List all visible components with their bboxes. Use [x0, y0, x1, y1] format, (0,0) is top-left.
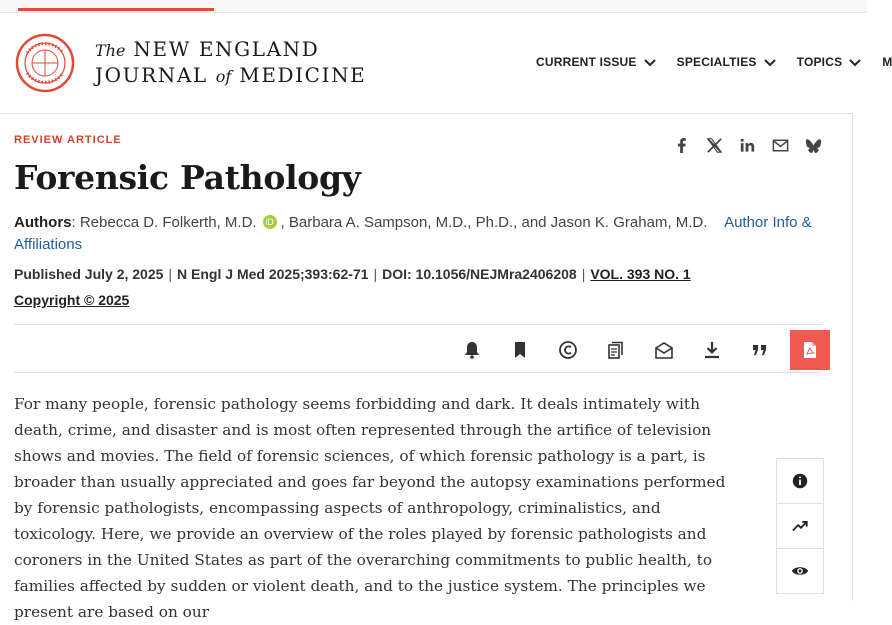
nav-label: TOPICS	[796, 55, 843, 69]
alert-button[interactable]	[448, 330, 496, 370]
other-authors[interactable]: , Barbara A. Sampson, M.D., Ph.D., and Jason K. Graham, M.D.	[280, 214, 708, 231]
copyright-link[interactable]: Copyright © 2025	[14, 292, 130, 308]
article-body-paragraph: For many people, forensic pathology seems forbidding and dark. It deals intimately with death, crime, and disaster and is most often represented through the artifice of television shows and movies. The field of forensic sciences, of which forensic pathology is a part, is broader than usually appreciated and goes far beyond the autopsy examinations performed by forensic pathologists, encompassing aspects of anthropology, criminalistics, and toxicology. Here, we provide an overview of the roles played by forensic pathologists and coroners in the United States as part of the overarching commitments to public health, to families affected by sudden or violent death, and to the justice system. The principles we present are based on our	[14, 395, 726, 621]
nav-topics[interactable]	[797, 55, 863, 69]
copyright-icon	[558, 340, 578, 360]
divider	[14, 324, 822, 325]
copy-button[interactable]	[592, 330, 640, 370]
pdf-button[interactable]	[790, 330, 830, 370]
article-toolbar	[448, 330, 830, 370]
orcid-icon[interactable]: iD	[263, 215, 277, 229]
doi[interactable]: DOI: 10.1056/NEJMra2406208	[382, 266, 577, 282]
bookmark-button[interactable]	[496, 330, 544, 370]
chevron-down-icon	[848, 55, 862, 69]
top-strip	[0, 0, 867, 13]
journal-logo[interactable]	[95, 37, 366, 89]
nav-label: CURRENT ISSUE	[536, 55, 637, 69]
volume-link[interactable]: VOL. 393 NO. 1	[590, 266, 691, 282]
permissions-button[interactable]	[544, 330, 592, 370]
main-nav	[536, 55, 892, 69]
nav-label: M	[882, 55, 892, 69]
separator: |	[581, 266, 586, 282]
publication-info	[14, 266, 691, 282]
logo-the: The	[95, 41, 126, 60]
facebook-icon[interactable]	[672, 136, 691, 155]
bluesky-icon[interactable]	[804, 136, 823, 155]
metrics-button[interactable]	[777, 504, 823, 549]
separator: |	[168, 266, 173, 282]
author-name[interactable]: Rebecca D. Folkerth, M.D.	[79, 214, 257, 231]
eye-icon	[791, 562, 809, 580]
authors-label: Authors	[14, 214, 72, 231]
bookmark-icon	[510, 340, 530, 360]
linkedin-icon[interactable]	[738, 136, 757, 155]
chevron-down-icon	[763, 55, 777, 69]
download-button[interactable]	[688, 330, 736, 370]
info-icon	[791, 472, 809, 490]
article-type-label: REVIEW ARTICLE	[14, 134, 122, 146]
email-icon[interactable]	[771, 136, 790, 155]
logo-line1: NEW ENGLAND	[133, 37, 320, 61]
email-open-icon	[654, 340, 674, 360]
view-button[interactable]	[777, 549, 823, 594]
nav-current-issue[interactable]	[536, 55, 657, 69]
copy-icon	[606, 340, 626, 360]
cite-button[interactable]	[736, 330, 784, 370]
citation: N Engl J Med 2025;393:62-71	[177, 266, 369, 282]
quote-icon	[750, 340, 770, 360]
nav-specialties[interactable]	[677, 55, 777, 69]
email-article-button[interactable]	[640, 330, 688, 370]
logo-journal: JOURNAL	[95, 63, 208, 87]
logo-medicine: MEDICINE	[239, 63, 367, 87]
download-icon	[702, 340, 722, 360]
author-list: Authors: Rebecca D. Folkerth, M.D. iD , Barbara A. Sampson, M.D., Ph.D., and Jason K. Graham, M.D. Author Info & Affiliations	[14, 214, 812, 253]
share-bar	[672, 136, 823, 155]
divider	[14, 372, 822, 373]
pdf-icon	[800, 340, 820, 360]
published-date: Published July 2, 2025	[14, 266, 164, 282]
nav-more[interactable]	[882, 55, 892, 69]
logo-of: of	[215, 67, 232, 86]
nejm-seal-icon[interactable]	[15, 33, 75, 93]
page-edge	[852, 113, 868, 601]
bell-icon	[462, 340, 482, 360]
trending-icon	[791, 517, 809, 535]
nav-label: SPECIALTIES	[676, 55, 757, 69]
article-title: Forensic Pathology	[14, 158, 361, 197]
side-rail	[776, 458, 824, 594]
site-header	[0, 13, 892, 114]
article-info-button[interactable]	[777, 459, 823, 504]
x-icon[interactable]	[705, 136, 724, 155]
separator: |	[373, 266, 378, 282]
author-info-link[interactable]: Author Info & Affiliations	[14, 214, 812, 253]
active-tab-indicator	[18, 8, 214, 11]
chevron-down-icon	[643, 55, 657, 69]
